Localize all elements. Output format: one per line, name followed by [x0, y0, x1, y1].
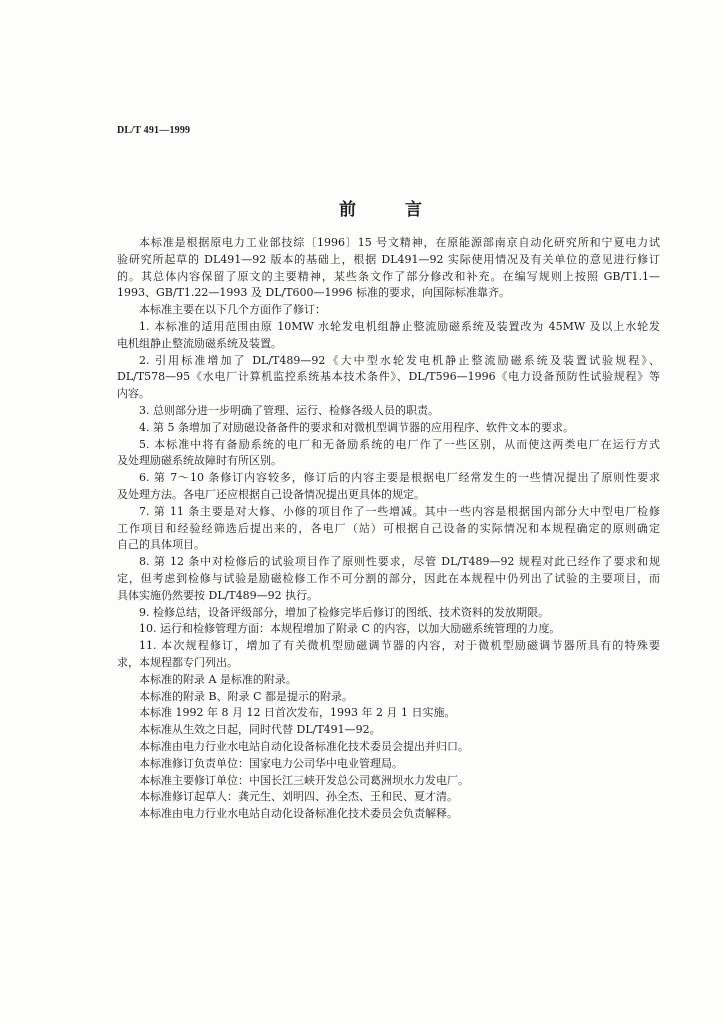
paragraph-line: 本标准 1992 年 8 月 12 日首次发布，1993 年 2 月 1 日实施。	[139, 706, 456, 720]
paragraph-line: 电机组静止整流励磁系统及装置。	[117, 336, 282, 350]
foreword-body	[117, 235, 660, 823]
paragraph-line: 本标准主要在以下几个方面作了修订：	[139, 303, 326, 317]
paragraph-line: DL/T578—95《水电厂计算机监控系统基本技术条件》、DL/T596—1996《电力设备预防性试验规程》等	[117, 370, 660, 384]
standard-number-header: DL/T 491—1999	[117, 125, 191, 136]
revision-item-10	[117, 621, 660, 638]
paragraph-revision-lead	[117, 302, 660, 319]
paragraph-line: 自己的具体项目。	[117, 538, 205, 552]
paragraph-line: 本标准由电力行业水电站自动化设备标准化技术委员会提出并归口。	[139, 739, 469, 753]
paragraph-line: 1993、GB/T1.22—1993 及 DL/T600—1996 标准的要求，向国际标准靠齐。	[117, 286, 511, 300]
paragraph-proposed-by	[117, 739, 660, 756]
paragraph-drafters	[117, 789, 660, 806]
paragraph-line: 本标准是根据原电力工业部技综〔1996〕15 号文精神，在原能源部南京自动化研究所和宁夏电力试	[139, 236, 660, 249]
revision-item-2	[117, 353, 660, 403]
paragraph-line: 本标准修订负责单位：国家电力公司华中电业管理局。	[139, 756, 403, 770]
paragraph-line: 具体实施仍然要按 DL/T489—92 执行。	[117, 588, 319, 602]
paragraph-line: 本标准的附录 A 是标准的附录。	[139, 672, 297, 686]
paragraph-line: 2. 引用标准增加了 DL/T489—92《大中型水轮发电机静止整流励磁系统及装置试验规程》、	[139, 353, 660, 367]
paragraph-appendix-bc	[117, 689, 660, 706]
revision-item-7	[117, 504, 660, 554]
paragraph-line: 工作项目和经验经筛选后提出来的，各电厂（站）可根据自己设备的实际情况和本规程确定的原则确定	[117, 521, 660, 535]
paragraph-line: 5. 本标准中将有备励系统的电厂和无备励系统的电厂作了一些区别，从而使这两类电厂在运行方式	[139, 437, 660, 451]
revision-item-6	[117, 470, 660, 504]
paragraph-line: 4. 第 5 条增加了对励磁设备备件的要求和对微机型调节器的应用程序、软件文本的要求。	[139, 420, 574, 434]
paragraph-line: 本标准由电力行业水电站自动化设备标准化技术委员会负责解释。	[139, 807, 458, 821]
paragraph-line: 本标准从生效之日起，同时代替 DL/T491—92。	[139, 723, 381, 737]
paragraph-line: 1. 本标准的适用范围由原 10MW 水轮发电机组静止整流励磁系统及装置改为 45MW 及以上水轮发	[139, 319, 660, 333]
revision-item-1	[117, 319, 660, 353]
paragraph-line: 内容。	[117, 387, 150, 401]
paragraph-interpretation	[117, 806, 660, 823]
paragraph-intro	[117, 235, 660, 302]
paragraph-line: 10. 运行和检修管理方面：本规程增加了附录 C 的内容，以加大励磁系统管理的力度。	[139, 622, 561, 636]
paragraph-line: 本标准修订起草人：龚元生、刘明四、孙全杰、王和民、夏才清。	[139, 790, 458, 804]
paragraph-line: 本标准的附录 B、附录 C 都是提示的附录。	[139, 689, 353, 703]
paragraph-line: 求，本规程都专门列出。	[117, 655, 238, 669]
paragraph-line: 6. 第 7～10 条修订内容较多，修订后的内容主要是根据电厂经常发生的一些情况提出了原则性要求	[139, 471, 660, 485]
paragraph-appendix-a	[117, 672, 660, 689]
revision-item-8	[117, 554, 660, 604]
revision-item-11	[117, 638, 660, 672]
page-title: 前言	[339, 200, 471, 220]
paragraph-line: 3. 总则部分进一步明确了管理、运行、检修各级人员的职责。	[139, 403, 439, 417]
paragraph-supersedes	[117, 722, 660, 739]
paragraph-line: 定，但考虑到检修与试验是励磁检修工作不可分割的部分，因此在本规程中仍列出了试验的主要项目，而	[117, 571, 660, 585]
paragraph-line: 及处理方法。各电厂还应根据自己设备情况提出更具体的规定。	[117, 487, 425, 501]
revision-item-4	[117, 420, 660, 437]
paragraph-line: 8. 第 12 条中对检修后的试验项目作了原则性要求，尽管 DL/T489—92 规程对此已经作了要求和规	[139, 555, 660, 569]
paragraph-line: 验研究所起草的 DL491—92 版本的基础上，根据 DL491—92 实际使用情况及有关单位的意见进行修订	[117, 252, 660, 266]
paragraph-line: 及处理励磁系统故障时有所区别。	[117, 454, 282, 468]
revision-item-9	[117, 605, 660, 622]
paragraph-main-revising-unit	[117, 773, 660, 790]
paragraph-line: 9. 检修总结，设备评级部分，增加了检修完毕后修订的图纸、技术资料的发放期限。	[139, 605, 549, 619]
paragraph-release-date	[117, 705, 660, 722]
paragraph-line: 本标准主要修订单位：中国长江三峡开发总公司葛洲坝水力发电厂。	[139, 773, 469, 787]
paragraph-line: 的。其总体内容保留了原文的主要精神，某些条文作了部分修改和补充。在编写规则上按照 GB/T1.1—	[117, 269, 660, 283]
revision-item-5	[117, 437, 660, 471]
paragraph-line: 11. 本次规程修订，增加了有关微机型励磁调节器的内容，对于微机型励磁调节器所具有的特殊要	[139, 639, 660, 653]
paragraph-line: 7. 第 11 条主要是对大修、小修的项目作了一些增减。其中一些内容是根据国内部分大中型电厂检修	[139, 504, 660, 518]
revision-item-3	[117, 403, 660, 420]
paragraph-responsible-unit	[117, 756, 660, 773]
